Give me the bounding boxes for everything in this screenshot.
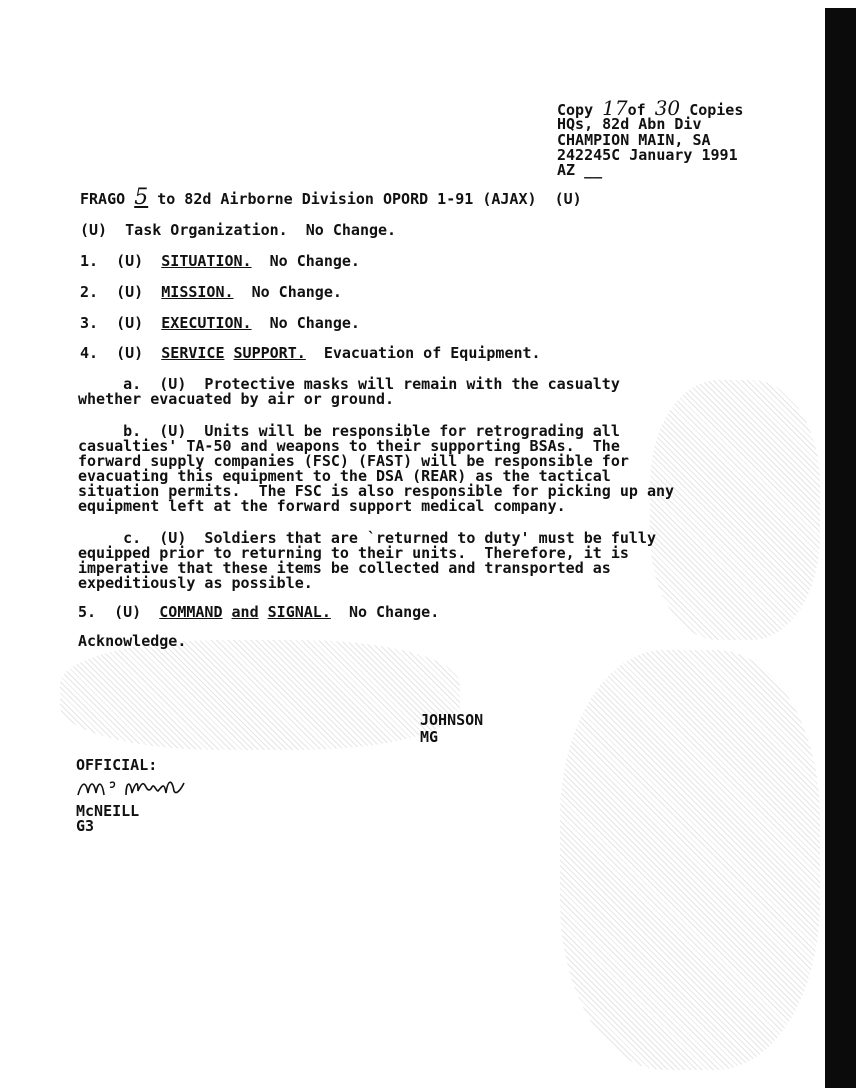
copy-number: 17	[602, 96, 628, 120]
az-line: AZ __	[557, 161, 603, 179]
section-4: 4. (U) SERVICE SUPPORT. Evacuation of Equipment.	[80, 344, 541, 362]
dtg-line: 242245C January 1991	[557, 146, 738, 164]
scan-noise	[60, 640, 460, 750]
copy-line: Copy 17of 30 Copies	[557, 96, 744, 120]
total-copies: 30	[654, 96, 681, 120]
section-5: 5. (U) COMMAND and SIGNAL. No Change.	[78, 603, 440, 621]
section-2: 2. (U) MISSION. No Change.	[80, 283, 342, 301]
scan-edge-bar	[825, 8, 856, 1088]
task-organization: (U) Task Organization. No Change.	[80, 221, 397, 239]
commander-name: JOHNSON	[420, 711, 484, 729]
paragraph-b: b. (U) Units will be responsible for retrograding all casualties' TA-50 and weapons to their supporting BSAs. The forward supply companies (FSC) (FAST) will be responsible for evacuating this equipment to the DSA (REAR) as the tactical situation permits. The FSC is also responsible for picking up any equipment left at the forward support medical company.	[78, 422, 675, 515]
paragraph-a: a. (U) Protective masks will remain with the casualty whether evacuated by air or ground.	[78, 375, 620, 408]
official-name: McNEILL	[76, 802, 140, 820]
location-line: CHAMPION MAIN, SA	[557, 131, 711, 149]
frago-title: FRAGO 5 to 82d Airborne Division OPORD 1-91 (AJAX) (U)	[80, 185, 582, 210]
hqs-line: HQs, 82d Abn Div	[557, 115, 702, 133]
section-1: 1. (U) SITUATION. No Change.	[80, 252, 360, 270]
scan-noise	[560, 650, 820, 1070]
acknowledge: Acknowledge.	[78, 632, 187, 650]
official-label: OFFICIAL:	[76, 756, 158, 774]
paragraph-c: c. (U) Soldiers that are `returned to duty' must be fully equipped prior to returning to their units. Therefore, it is imperative that these items be collected and transported as expeditiously as possible.	[78, 529, 656, 592]
commander-rank: MG	[420, 728, 439, 746]
official-title: G3	[76, 817, 95, 835]
frago-number: 5	[134, 185, 149, 210]
section-3: 3. (U) EXECUTION. No Change.	[80, 314, 360, 332]
